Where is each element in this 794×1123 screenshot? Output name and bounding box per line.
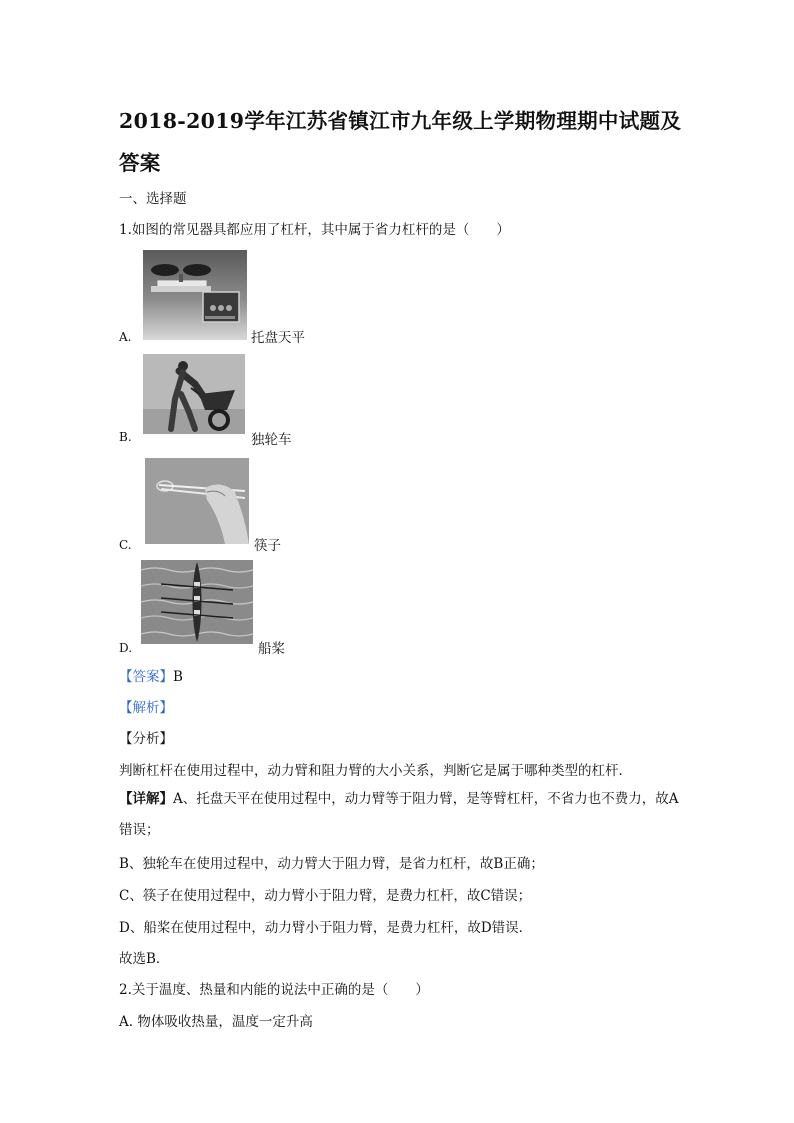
question-2-option-a: A. 物体吸收热量，温度一定升高 [119,1014,313,1030]
balance-scale-photo [143,250,247,340]
option-a-letter: A. [119,330,132,344]
answer-row [119,665,183,685]
document-title: 2018-2019学年江苏省镇江市九年级上学期物理期中试题及答案 [119,109,682,175]
detail-d: D、船桨在使用过程中，动力臂小于阻力臂，是费力杠杆，故D错误． [119,920,533,936]
option-d-letter: D. [119,641,133,655]
detail-a [119,784,679,846]
option-b-letter: B. [119,430,132,444]
explanation-label: 【解析】 [119,700,173,716]
detail-a-text: A、托盘天平在使用过程中，动力臂等于阻力臂，是等臂杠杆，不省力也不费力，故A错误； [119,791,679,838]
option-b-name: 独轮车 [251,432,292,448]
question-1-stem: 1.如图的常见器具都应用了杠杆，其中属于省力杠杆的是（ ） [119,222,510,238]
answer-value: B [173,669,183,685]
option-d-name: 船桨 [258,641,285,657]
chopsticks-photo [145,458,249,544]
detail-label: 【详解】 [119,791,173,807]
option-a-name: 托盘天平 [251,330,305,346]
wheelbarrow-photo [143,354,245,434]
detail-b: B、独轮车在使用过程中，动力臂大于阻力臂，是省力杠杆，故B正确； [119,856,544,872]
option-c-letter: C. [119,538,132,552]
option-c-name: 筷子 [254,538,281,554]
answer-label: 【答案】 [119,669,173,685]
analysis-label: 【分析】 [119,731,173,747]
conclusion: 故选B． [119,951,170,967]
question-2-stem: 2.关于温度、热量和内能的说法中正确的是（ ） [119,982,429,998]
section-heading: 一、选择题 [119,191,187,207]
detail-c: C、筷子在使用过程中，动力臂小于阻力臂，是费力杠杆，故C错误； [119,888,532,904]
rowing-boat-photo [141,560,253,644]
analysis-text: 判断杠杆在使用过程中，动力臂和阻力臂的大小关系，判断它是属于哪种类型的杠杆． [119,763,632,779]
